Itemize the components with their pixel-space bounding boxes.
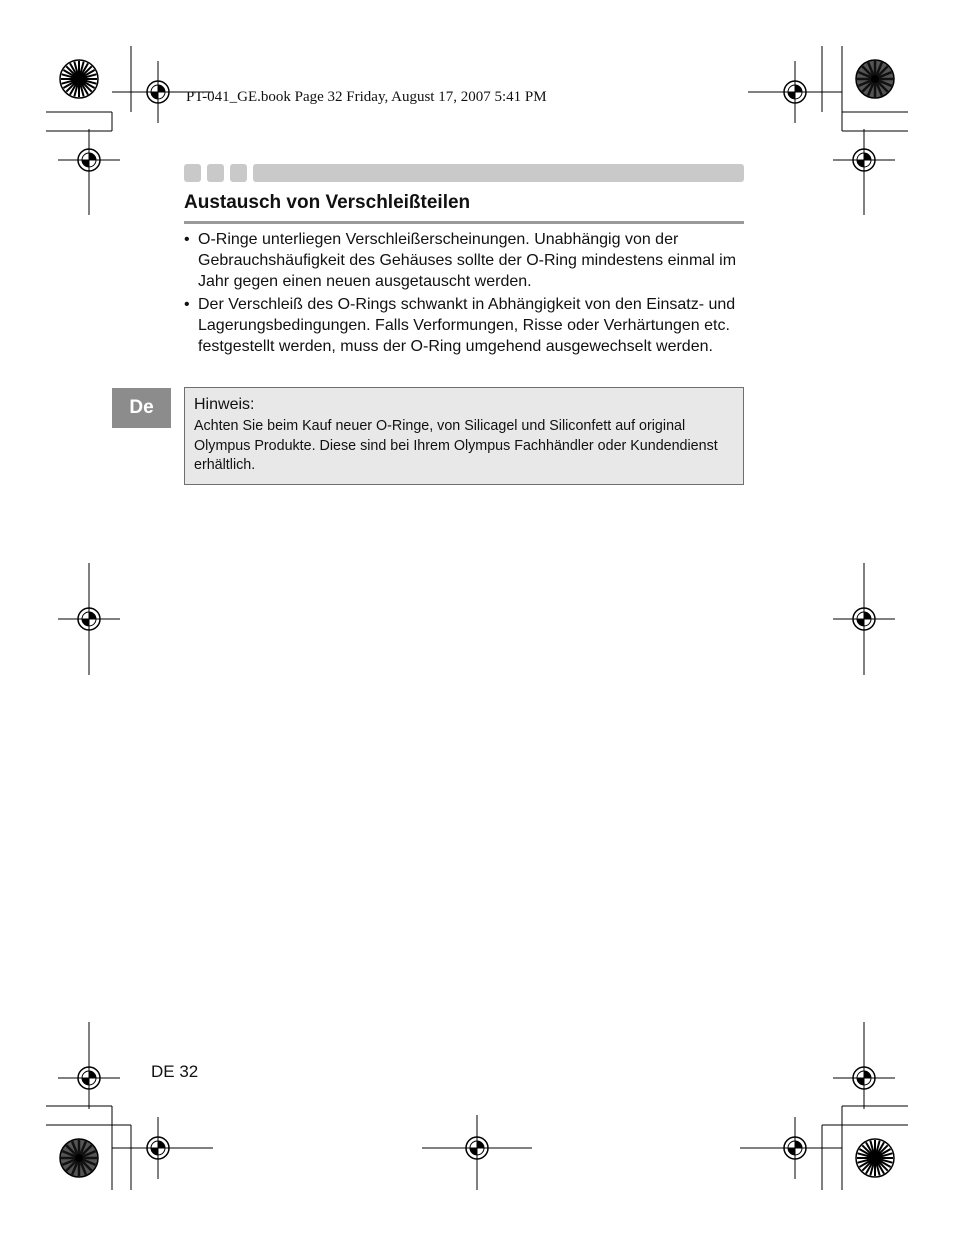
tab-square — [230, 164, 247, 182]
language-tab: De — [112, 388, 171, 428]
tab-bar-long — [253, 164, 744, 182]
bullet-list — [184, 230, 744, 361]
bullet-icon: • — [184, 231, 190, 248]
list-item-text: Der Verschleiß des O-Rings schwankt in Abhängigkeit von den Einsatz- und Lagerungsbedingungen. Falls Verformungen, Risse oder Verhärtungen etc. festgestellt werden, muss der O-Ring umgehend ausgewechselt werden. — [198, 296, 736, 355]
title-rule — [184, 221, 744, 224]
list-item-text: O-Ringe unterliegen Verschleißerscheinungen. Unabhängig von der Gebrauchshäufigkeit des Gehäuses sollte der O-Ring mindestens einmal im Jahr gegen einen neuen ausgetauscht werden. — [198, 231, 737, 290]
tab-square — [184, 164, 201, 182]
note-label: Hinweis: — [194, 396, 255, 413]
tab-square — [207, 164, 224, 182]
section-title: Austausch von Verschleißteilen — [184, 192, 471, 213]
section-tab-bar — [184, 164, 744, 182]
bullet-icon: • — [184, 296, 190, 314]
book-header-info: PT-041_GE.book Page 32 Friday, August 17, 2007 5:41 PM — [186, 89, 547, 105]
list-item — [184, 295, 744, 357]
note-text: Achten Sie beim Kauf neuer O-Ringe, von Silicagel und Siliconfett auf original Olympus Produkte. Diese sind bei Ihrem Olympus Fachhändler oder Kundendienst erhältlich. — [194, 418, 718, 473]
page-number: DE 32 — [151, 1062, 199, 1081]
list-item — [184, 230, 744, 292]
note-box — [184, 387, 744, 485]
